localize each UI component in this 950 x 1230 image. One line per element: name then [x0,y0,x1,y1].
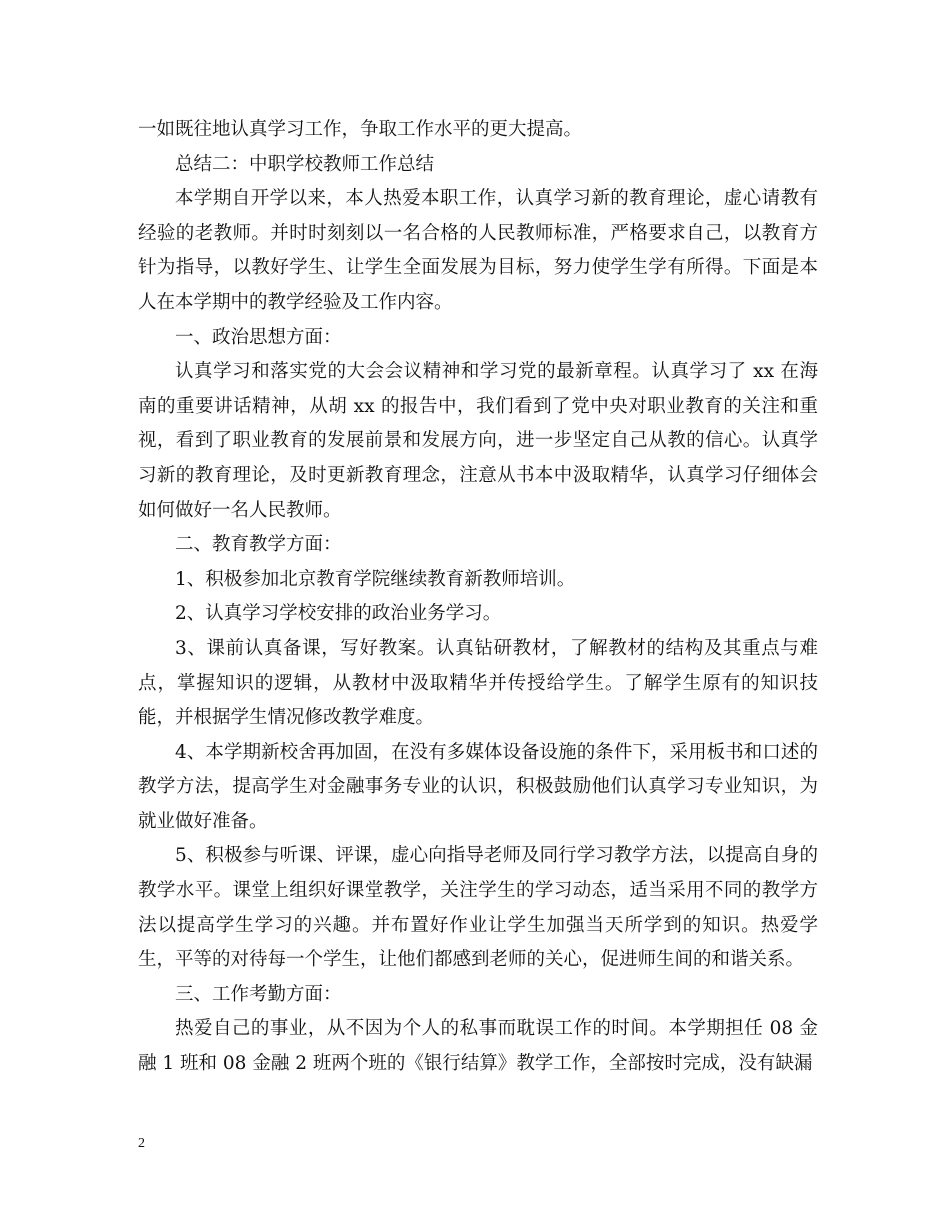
heading-education-teaching: 二、教育教学方面： [175,534,342,556]
list-item-1: 1、积极参加北京教育学院继续教育新教师培训。 [175,568,576,590]
heading-political-thought: 一、政治思想方面： [175,326,342,348]
document-body [138,113,818,1082]
page-number: 2 [138,1136,145,1151]
list-item-2: 2、认真学习学校安排的政治业务学习。 [175,603,502,625]
list-item-3: 3、课前认真备课，写好教案。认真钻研教材，了解教材的结构及其重点与难点，掌握知识的逻辑，从教材中汲取精华并传授给学生。了解学生原有的知识技能，并根据学生情况修改教学难度。 [138,637,818,729]
paragraph-political-thought: 认真学习和落实党的大会会议精神和学习党的最新章程。认真学习了 xx 在海南的重要讲话精神，从胡 xx 的报告中，我们看到了党中央对职业教育的关注和重视，看到了职业教育的发展前景和发展方向，进一步坚定自己从教的信心。认真学习新的教育理论，及时更新教育理念，注意从书本中汲取精华，认真学习仔细体会如何做好一名人民教师。 [138,361,818,521]
heading-attendance: 三、工作考勤方面： [175,983,342,1005]
paragraph-intro: 本学期自开学以来，本人热爱本职工作，认真学习新的教育理论，虚心请教有经验的老教师。并时时刻刻以一名合格的人民教师标准，严格要求自己，以教育方针为指导，以教好学生、让学生全面发展为目标，努力使学生学有所得。下面是本人在本学期中的教学经验及工作内容。 [138,188,818,313]
section-heading-summary-two: 总结二：中职学校教师工作总结 [175,153,435,175]
list-item-4: 4、本学期新校舍再加固，在没有多媒体设备设施的条件下，采用板书和口述的教学方法，提高学生对金融事务专业的认识，积极鼓励他们认真学习专业知识，为就业做好准备。 [138,741,818,832]
paragraph-attendance: 热爱自己的事业，从不因为个人的私事而耽误工作的时间。本学期担任 08 金融 1 班和 08 金融 2 班两个班的《银行结算》教学工作，全部按时完成，没有缺漏 [138,1018,818,1075]
list-item-5: 5、积极参与听课、评课，虚心向指导老师及同行学习教学方法，以提高自身的教学水平。课堂上组织好课堂教学，关注学生的学习动态，适当采用不同的教学方法以提高学生学习的兴趣。并布置好作业让学生加强当天所学到的知识。热爱学生，平等的对待每一个学生，让他们都感到老师的关心，促进师生间的和谐关系。 [138,845,818,971]
paragraph-1: 一如既往地认真学习工作，争取工作水平的更大提高。 [138,119,583,140]
